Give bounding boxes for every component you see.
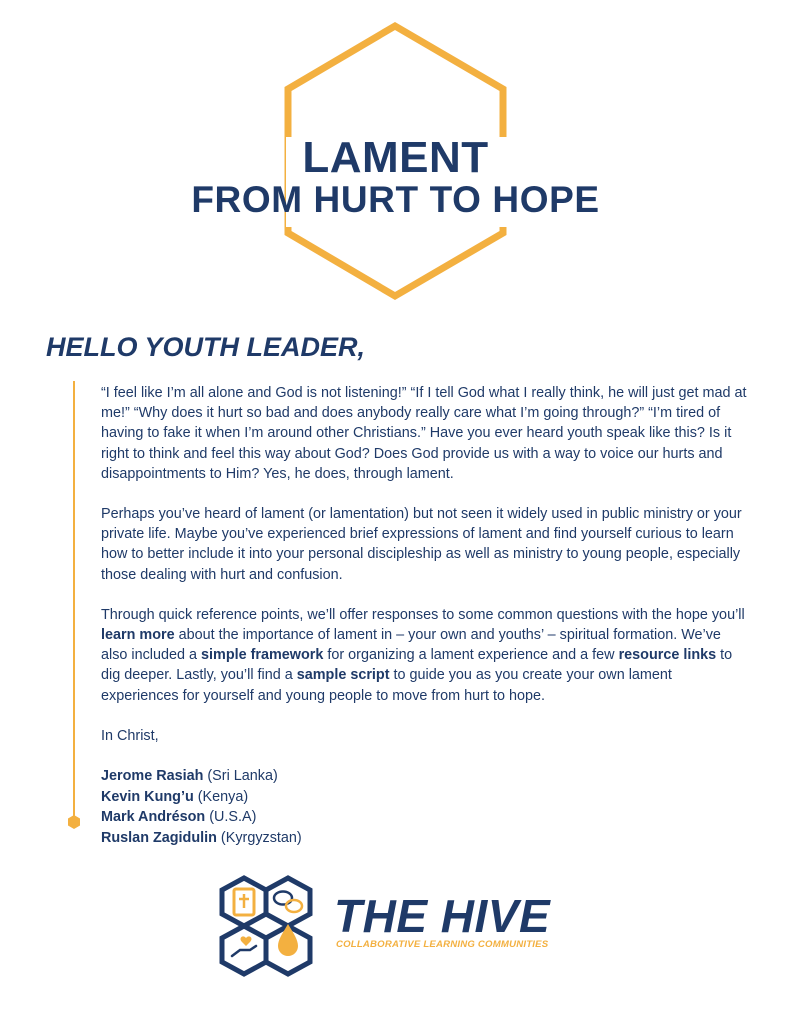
p3-text-4: to dig deeper. Lastly, you’ll find a <box>101 647 733 684</box>
signer-name: Jerome Rasiah <box>101 768 204 785</box>
p3-bold-simple-framework: simple framework <box>201 647 324 664</box>
p3-text-2: about the importance of lament in – your own and youths’ – spiritual formation. We’ve also included a <box>101 627 721 664</box>
hive-title: THE HIVE <box>334 890 551 942</box>
hive-subtitle: COLLABORATIVE LEARNING COMMUNITIES <box>336 939 549 950</box>
greeting-heading <box>46 330 365 364</box>
greeting-bold: HELLO <box>46 332 138 362</box>
p3-text-1: Through quick reference points, we’ll offer responses to some common questions with the hope you’ll <box>101 606 745 623</box>
signer-name: Ruslan Zagidulin <box>101 829 217 846</box>
signoff: In Christ, <box>101 727 159 744</box>
signer-name: Kevin Kung’u <box>101 788 194 805</box>
p3-bold-resource-links: resource links <box>618 647 717 664</box>
greeting-rest: YOUTH LEADER, <box>137 332 366 362</box>
paragraph-2: Perhaps you’ve heard of lament (or lamentation) but not seen it widely used in public ministry or your private life. Maybe you’ve experienced brief expressions of lament and find yourself curious to learn how to better include it into your personal discipleship as well as ministry to young people, especially those dealing with hurt and confusion. <box>101 506 742 583</box>
hexagon-bullet-icon <box>66 814 82 830</box>
drop-icon <box>266 924 310 974</box>
paragraph-1: “I feel like I’m all alone and God is not listening!” “If I tell God what I really think, he will just get mad at me!” “Why does it hurt so bad and does anybody really care what I’m going through?” “I’m tired of having to fake it when I’m around other Christians.” Have you ever heard youth speak like this? Is it right to think and feel this way about God? Does God provide us with a way to voice our hurts and disappointments to Him? Yes, he does, through lament. <box>101 385 747 482</box>
signer-name: Mark Andréson <box>101 809 206 826</box>
signer-country: (Sri Lanka) <box>203 768 278 785</box>
signer <box>101 807 751 828</box>
p3-bold-sample-script: sample script <box>296 667 390 684</box>
paragraph-3 <box>101 605 751 706</box>
letter-body <box>101 383 751 848</box>
p3-text-5: to guide you as you create your own lament experiences for yourself and young people to move from hurt to hope. <box>101 667 672 704</box>
page-subtitle: FROM HURT TO HOPE <box>191 179 600 220</box>
signer-country: (Kenya) <box>193 788 249 805</box>
hand-heart-icon <box>222 926 266 974</box>
signer-country: (Kyrgyzstan) <box>216 829 302 846</box>
title-block <box>0 0 791 310</box>
bible-icon <box>222 878 266 926</box>
signer-country: (U.S.A) <box>205 809 257 826</box>
signer <box>101 828 751 849</box>
chat-bubbles-icon <box>266 878 310 926</box>
p3-bold-learn-more: learn more <box>101 627 175 644</box>
timeline-line <box>73 381 75 817</box>
p3-text-3: for organizing a lament experience and a few <box>323 647 619 664</box>
signer <box>101 787 751 808</box>
signers-list <box>101 766 751 848</box>
signer <box>101 766 751 787</box>
page-title: LAMENT <box>302 133 489 182</box>
